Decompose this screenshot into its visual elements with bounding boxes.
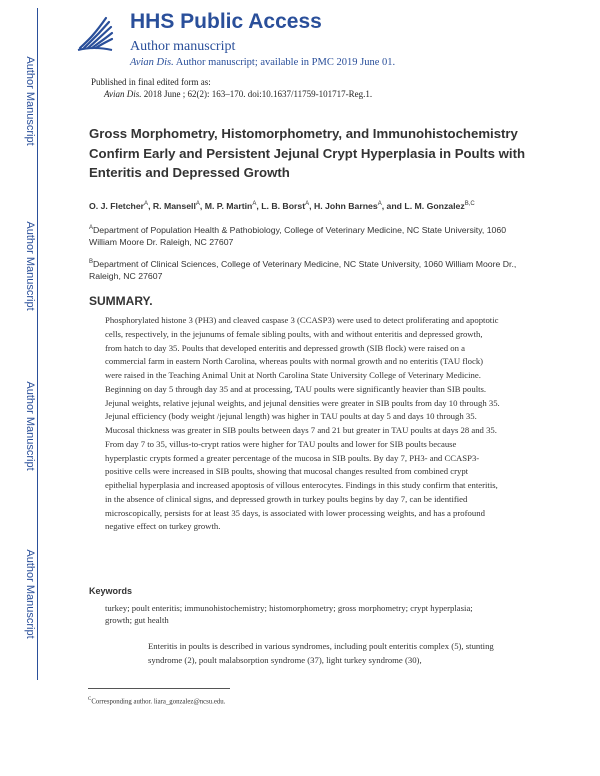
author-manuscript-subtitle: Author manuscript [130,39,236,54]
affiliation-text: Department of Population Health & Pathobiology, College of Veterinary Medicine, NC State University, 1060 William Moore Dr. Raleigh, NC 27607 [89,224,507,248]
citation-journal: Avian Dis. [104,89,142,99]
journal-name: Avian Dis. [130,57,174,68]
author-list [89,198,559,212]
sidebar-label: Author Manuscript [24,221,36,311]
author-name: O. J. Fletcher [89,200,145,211]
affiliation-marker: A [89,225,94,231]
author-name: H. John Barnes [313,200,378,211]
journal-availability [130,57,395,68]
citation-details: 2018 June ; 62(2): 163–170. doi:10.1637/11759-101717-Reg.1. [143,89,373,99]
sidebar-label: Author Manuscript [24,381,36,471]
sidebar-label: Author Manuscript [24,56,36,146]
author-separator: , [256,200,262,211]
author-name: M. P. Martin [204,200,253,211]
hhs-eagle-logo-icon [76,12,114,54]
summary-text: Phosphorylated histone 3 (PH3) and cleaved caspase 3 (CCASP3) were used to detect proliferating and apoptotic cells, respectively, in the jejunums of female sibling poults, with and without enteritis and depressed growth, from hatch to day 35. Poults that developed enteritis and depressed growth (SIB flock) were raised on a commercial farm in eastern North Carolina, whereas poults with normal growth and no enteritis (TAU flock) were raised in the Teaching Animal Unit at North Carolina State University College of Veterinary Medicine. Beginning on day 5 through day 35 and at processing, TAU poults were significantly heavier than SIB poults. Jejunal weights, relative jejunal weights, and jejunal densities were greater in SIB poults from day 10 through 35. Jejunal efficiency (body weight /jejunal length) was higher in TAU poults at day 5 and days 10 through 35. Mucosal thickness was greater in SIB poults between days 7 and 21 but greater in TAU poults at days 28 and 35. From day 7 to 35, villus-to-crypt ratios were higher for TAU poults and lower for SIB poults because hyperplastic crypts formed a greater percentage of the mucosa in SIB poults. By day 7, PH3- and CCASP3-positive cells were increased in SIB poults, showing that mucosal changes resulted from combined crypt epithelial hyperplasia and increased apoptosis of villous enterocytes. Findings in this study confirm that enteritis, in the absence of clinical signs, and depressed growth in turkey poults begins by day 7, can be identified microscopically, persists for at least 35 days, is associated with lower processing weights, and has a profound negative effect on turkey growth. [105,315,500,532]
author-affiliation-marker: B,C [464,201,475,207]
keywords-heading: Keywords [89,586,133,596]
published-label: Published in final edited form as: [91,77,211,87]
author-affiliation-marker: A [377,201,382,207]
affiliation-a [89,222,519,249]
affiliation-marker: B [89,259,94,265]
keywords-text: turkey; poult enteritis; immunohistochemistry; histomorphometry; gross morphometry; crypt hyperplasia; growth; gut health [105,603,473,625]
corresponding-author-footnote [88,697,225,705]
summary-heading: SUMMARY. [89,294,153,308]
author-name: R. Mansell [152,200,196,211]
body-intro-paragraph: Enteritis in poults is described in various syndromes, including poult enteritis complex (5), stunting syndrome (2), poult malabsorption syndrome (37), light turkey syndrome (30), [148,641,494,665]
author-separator: , [309,200,314,211]
footnote-divider [88,688,230,689]
availability-text: Author manuscript; available in PMC 2019 June 01. [175,57,396,68]
affiliation-text: Department of Clinical Sciences, College of Veterinary Medicine, NC State University, 1060 William Moore Dr., Raleigh, NC 27607 [89,258,517,282]
author-separator: , and [381,200,405,211]
author-name: L. B. Borst [261,200,306,211]
author-separator: , [199,200,205,211]
sidebar-divider [37,8,38,680]
author-affiliation-marker: A [305,201,310,207]
author-affiliation-marker: A [144,201,149,207]
sidebar-label: Author Manuscript [24,549,36,639]
affiliation-b [89,256,519,283]
hhs-public-access-title: HHS Public Access [130,10,322,33]
footnote-text: Corresponding author. liara_gonzalez@ncsu.edu. [91,698,226,706]
citation [104,89,372,99]
footnote-marker: C [88,697,92,702]
article-title: Gross Morphometry, Histomorphometry, and Immunohistochemistry Confirm Early and Persistent Jejunal Crypt Hyperplasia in Poults with Enteritis and Depressed Growth [89,126,526,180]
author-affiliation-marker: A [195,201,200,207]
author-affiliation-marker: A [252,201,257,207]
author-separator: , [148,200,153,211]
author-name: L. M. Gonzalez [404,200,465,211]
